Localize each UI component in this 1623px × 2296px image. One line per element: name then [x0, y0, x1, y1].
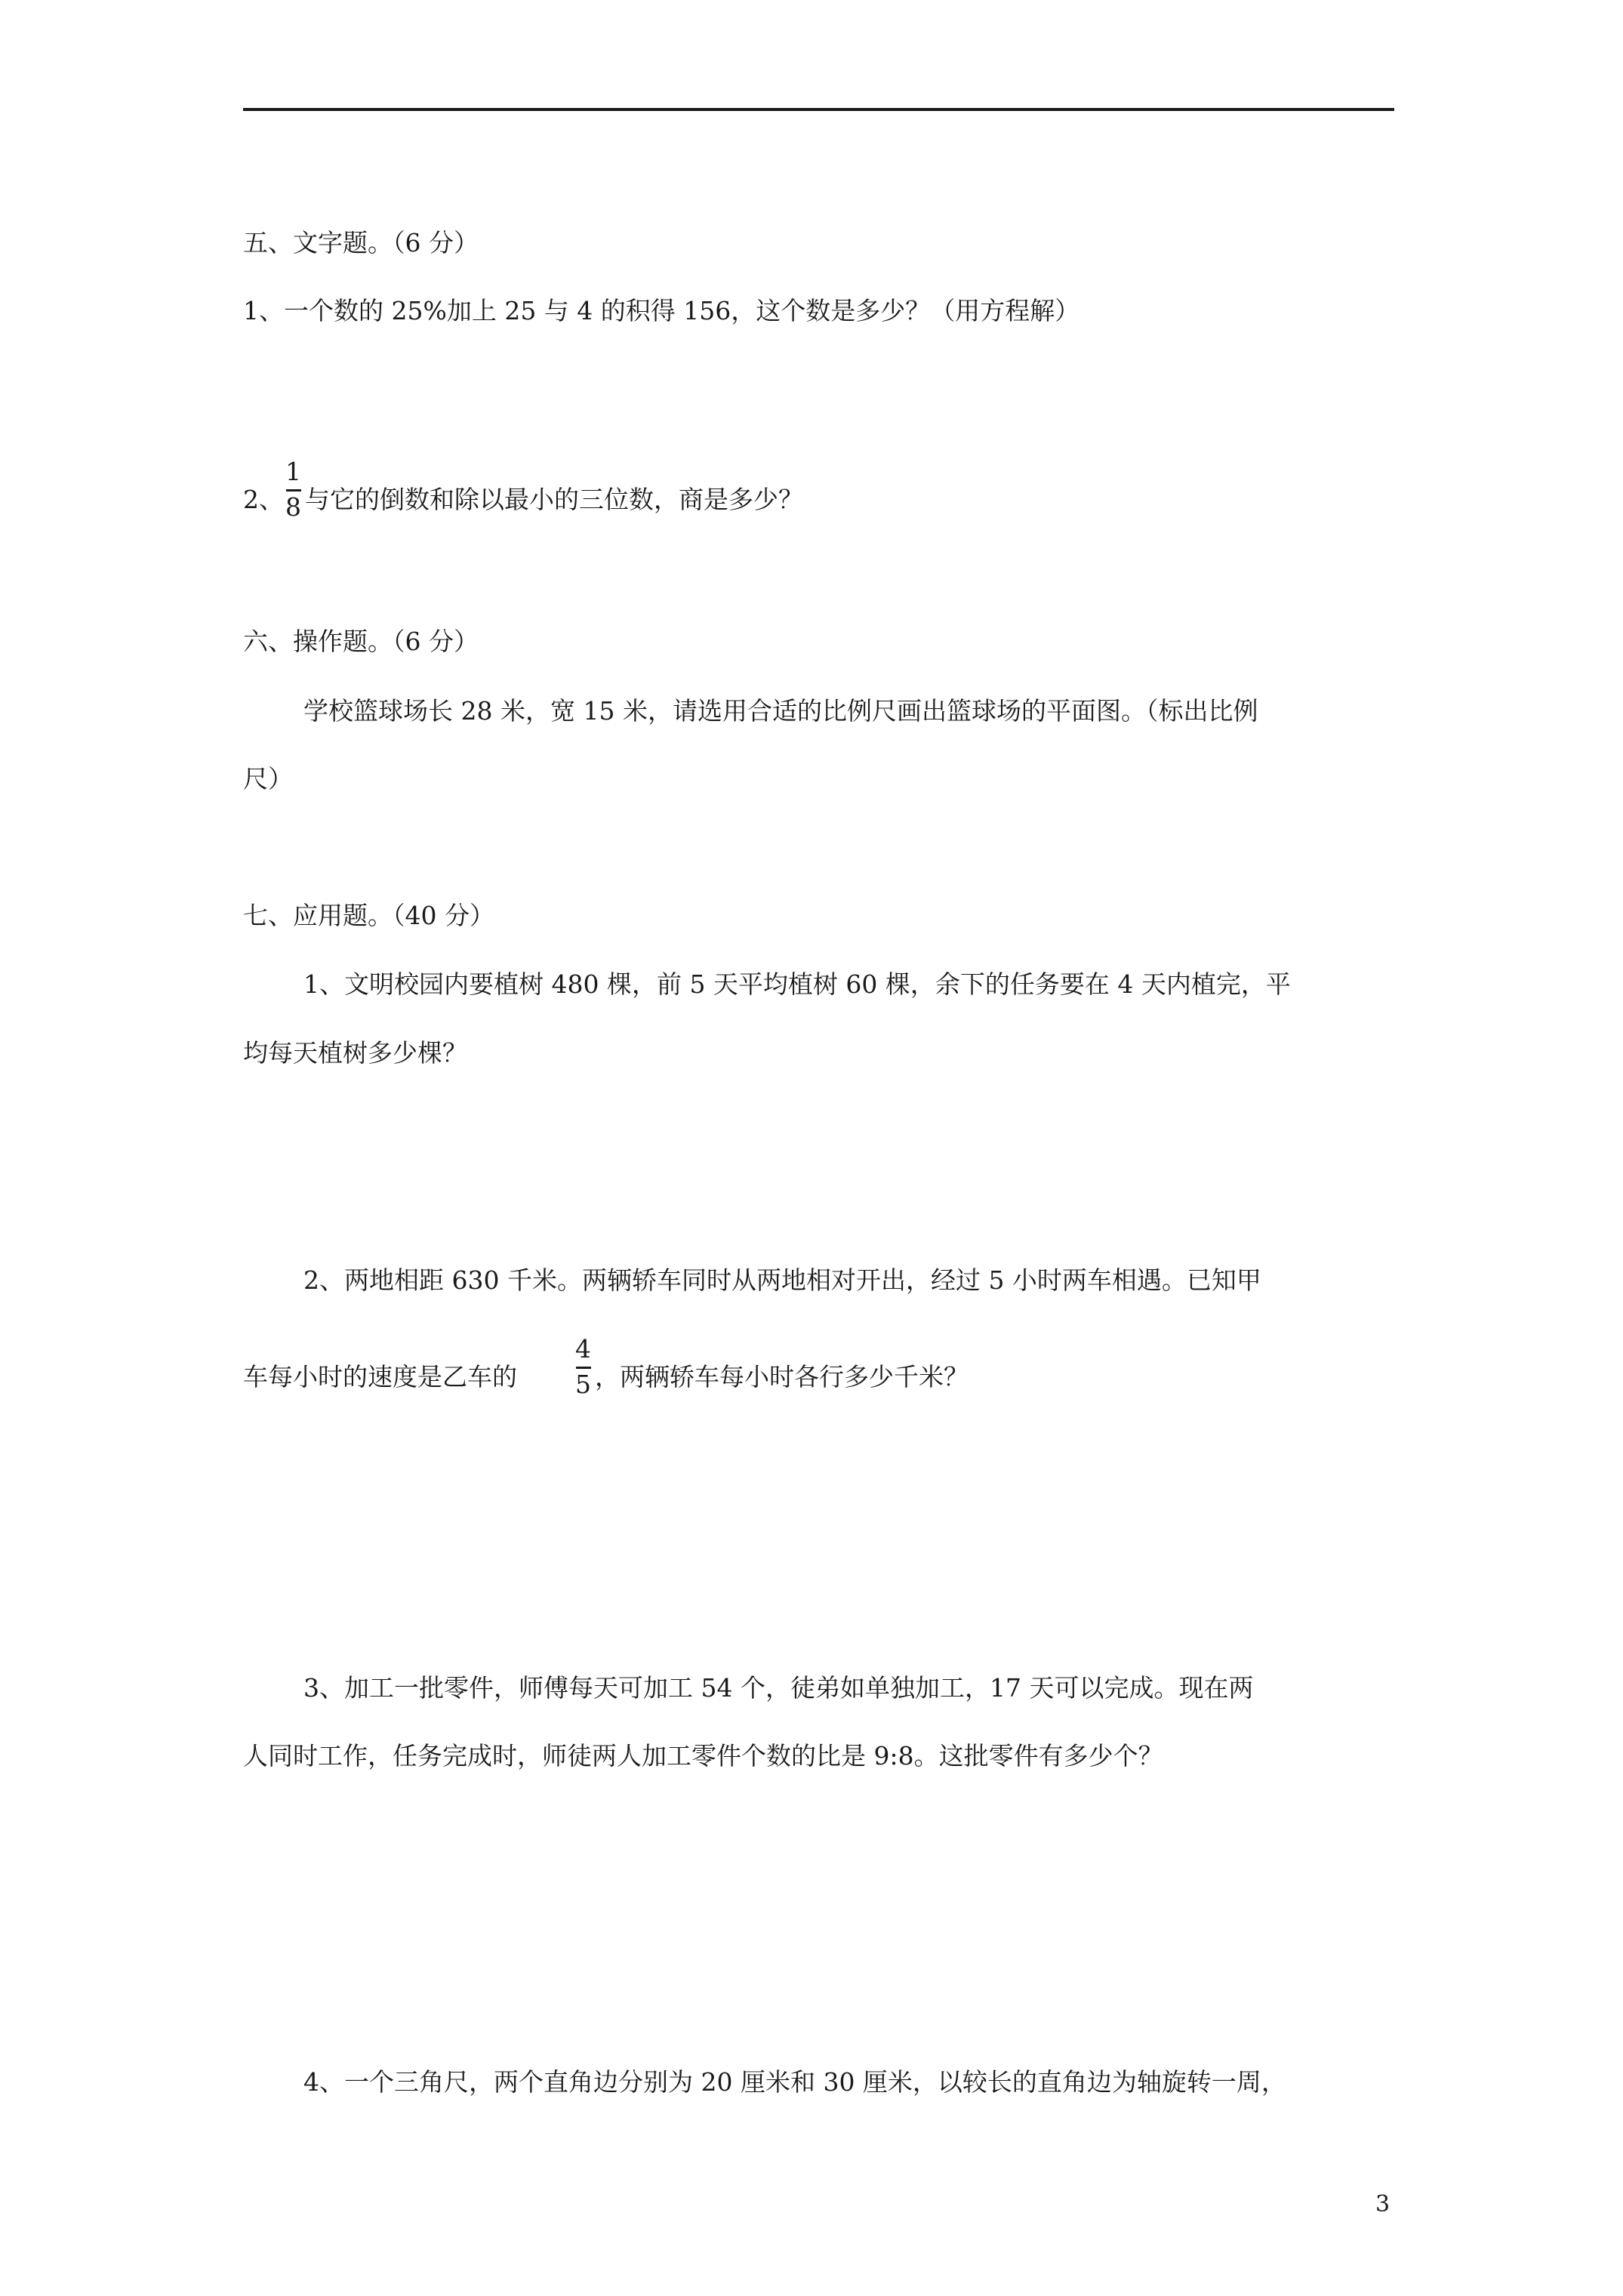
- section7-q3-line2: 人同时工作，任务完成时，师徒两人加工零件个数的比是 9:8。这批零件有多少个？: [243, 1741, 1163, 1771]
- section6-heading: 六、操作题。（6 分）: [243, 627, 479, 656]
- fraction-bar: [576, 1367, 591, 1369]
- page-number: 3: [1375, 2191, 1390, 2217]
- fraction-bar: [286, 489, 301, 492]
- section5-q2-fraction: [285, 459, 301, 520]
- fraction-numerator: 4: [575, 1334, 591, 1364]
- header-rule: [243, 108, 1394, 111]
- fraction-numerator: 1: [285, 457, 301, 486]
- section7-q1-line1: 1、文明校园内要植树 480 棵，前 5 天平均植树 60 棵，余下的任务要在 4 天内植完，平: [303, 969, 1291, 999]
- section5-q1: 1、一个数的 25%加上 25 与 4 的积得 156，这个数是多少？（用方程解）: [243, 296, 1080, 325]
- fraction-denominator: 5: [575, 1370, 591, 1399]
- section7-q4-line1: 4、一个三角尺，两个直角边分别为 20 厘米和 30 厘米，以较长的直角边为轴旋转一周，: [303, 2067, 1286, 2097]
- section5-heading: 五、文字题。（6 分）: [243, 228, 479, 257]
- section7-q2-line1: 2、两地相距 630 千米。两辆轿车同时从两地相对开出，经过 5 小时两车相遇。已知甲: [303, 1265, 1261, 1295]
- fraction-denominator: 8: [285, 492, 301, 522]
- section7-heading: 七、应用题。（40 分）: [243, 901, 494, 930]
- section6-task-line1: 学校篮球场长 28 米，宽 15 米，请选用合适的比例尺画出篮球场的平面图。（标出比例: [303, 696, 1258, 726]
- section7-q2-line2-suffix: ，两辆轿车每小时各行多少千米？: [595, 1362, 969, 1391]
- section5-q2-prefix: 2、: [243, 485, 284, 514]
- section5-q2-text: 与它的倒数和除以最小的三位数，商是多少？: [305, 485, 803, 514]
- section7-q2-fraction: [575, 1336, 591, 1398]
- section7-q2-line2-prefix: 车每小时的速度是乙车的: [243, 1362, 517, 1391]
- section7-q1-line2: 均每天植树多少棵？: [243, 1038, 467, 1068]
- section6-task-line2: 尺）: [243, 764, 293, 794]
- section7-q3-line1: 3、加工一批零件，师傅每天可加工 54 个，徒弟如单独加工，17 天可以完成。现在两: [303, 1673, 1254, 1703]
